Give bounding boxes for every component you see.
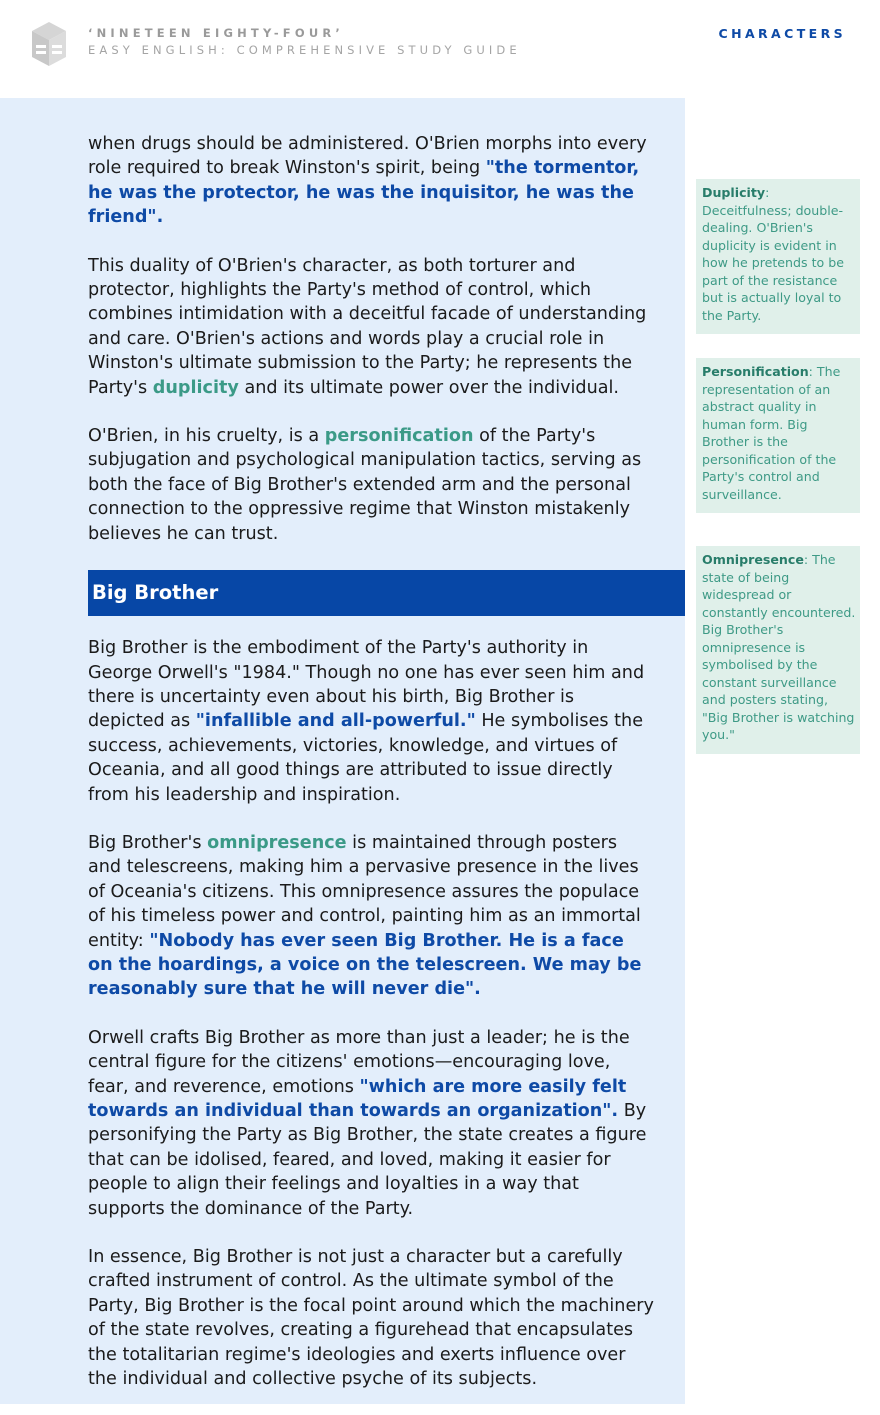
paragraph-text: and its ultimate power over the individual.: [238, 377, 620, 398]
glossary-personification: [696, 358, 860, 513]
glossary-term: Omnipresence: [702, 552, 804, 567]
paragraph-text: Big Brother is the embodiment of the Party's authority in George Orwell's "1984." Though no one has ever seen him and there is uncertainty even about his birth, Big Brother is depicted as: [88, 638, 645, 732]
paragraph-text: O'Brien, in his cruelty, is a: [88, 426, 325, 447]
keyword-omnipresence: omnipresence: [207, 832, 347, 853]
page-header: [0, 0, 880, 98]
quote: "infallible and all-powerful.": [195, 711, 476, 732]
paragraph-text: Big Brother's: [88, 832, 208, 853]
keyword-personification: personification: [324, 426, 474, 447]
paragraph: [88, 1026, 654, 1221]
paragraph-text: He symbolises the success, achievements, victories, knowledge, and virtues of Oceania, and all good things are attributed to issue directly from his leadership and inspiration.: [88, 711, 644, 805]
guide-subtitle: EASY ENGLISH: COMPREHENSIVE STUDY GUIDE: [88, 43, 521, 57]
paragraph-text: of the Party's subjugation and psychological manipulation tactics, serving as both the face of Big Brother's extended arm and the personal connection to the oppressive regime that Winston mistakenly believes he can trust.: [88, 426, 642, 544]
paragraph: [88, 636, 654, 807]
paragraph-text: is maintained through posters and telescreens, making him a pervasive presence in the lives of Oceania's citizens. This omnipresence assures the populace of his timeless power and control, painting him as an immortal entity:: [88, 832, 641, 951]
main-panel: [0, 98, 685, 1404]
paragraph: [88, 132, 654, 230]
paragraph-text: In essence, Big Brother is not just a character but a carefully crafted instrument of control. As the ultimate symbol of the Party, Big Brother is the focal point around which the machinery of the state revolves, creating a figurehead that encapsulates the totalitarian regime's ideologies and exerts influence over the individual and collective psyche of its subjects.: [88, 1247, 654, 1390]
glossary-definition: : The representation of an abstract quality in human form. Big Brother is the personification of the Party's control and surveillance.: [702, 364, 841, 502]
section-tag: CHARACTERS: [718, 26, 846, 41]
glossary-definition: : Deceitfulness; double-dealing. O'Brien's duplicity is evident in how he pretends to be part of the resistance but is actually loyal to the Party.: [702, 185, 844, 323]
book-stack-icon: [28, 18, 70, 70]
section-heading: Big Brother: [88, 570, 685, 616]
quote: "the tormentor, he was the protector, he was the inquisitor, he was the friend".: [88, 158, 640, 228]
main-content: [88, 132, 654, 1415]
glossary-term: Personification: [702, 364, 809, 379]
paragraph: [88, 424, 654, 546]
glossary-duplicity: [696, 179, 860, 334]
paragraph: [88, 1245, 654, 1391]
paragraph-text: when drugs should be administered. O'Brien morphs into every role required to break Winston's spirit, being: [88, 134, 647, 179]
quote: "which are more easily felt towards an individual than towards an organization".: [88, 1076, 627, 1121]
glossary-term: Duplicity: [702, 185, 766, 200]
glossary-definition: : The state of being widespread or constantly encountered. Big Brother's omnipresence is symbolised by the constant surveillance and posters stating, "Big Brother is watching you.": [702, 552, 856, 742]
paragraph: [88, 254, 654, 400]
paragraph-text: Orwell crafts Big Brother as more than just a leader; he is the central figure for the citizens' emotions—encouraging love, fear, and reverence, emotions: [88, 1027, 630, 1097]
keyword-duplicity: duplicity: [152, 377, 239, 398]
paragraph-text: By personifying the Party as Big Brother, the state creates a figure that can be idolised, feared, and loved, making it easier for people to align their feelings and loyalties in a way that supports the dominance of the Party.: [88, 1101, 647, 1219]
glossary-omnipresence: [696, 546, 860, 754]
paragraph-text: This duality of O'Brien's character, as both torturer and protector, highlights the Party's method of control, which combines intimidation with a deceitful facade of understanding and care. O'Brien's actions and words play a crucial role in Winston's ultimate submission to the Party; he represents the Party's: [88, 255, 647, 398]
quote: "Nobody has ever seen Big Brother. He is a face on the hoardings, a voice on the telescreen. We may be reasonably sure that he will never die".: [88, 930, 642, 1000]
guide-title: ‘NINETEEN EIGHTY-FOUR’: [88, 26, 344, 40]
paragraph: [88, 831, 654, 1002]
